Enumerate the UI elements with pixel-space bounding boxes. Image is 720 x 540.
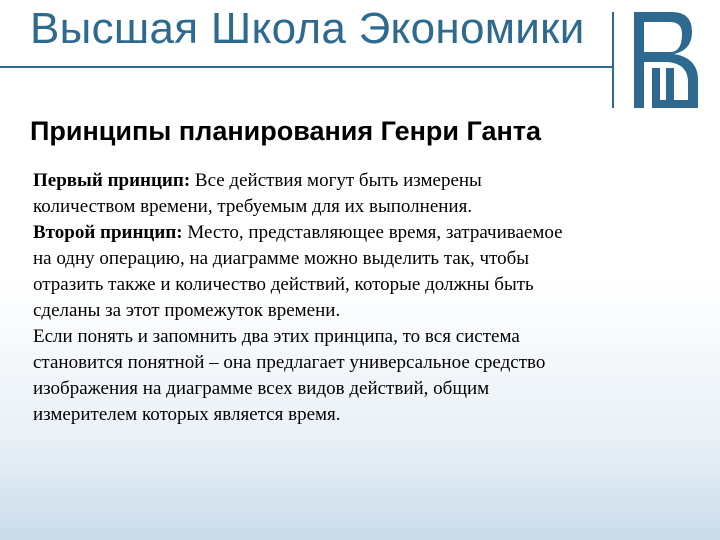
hse-logo-icon xyxy=(628,8,708,112)
second-principle xyxy=(33,220,573,324)
slide-title: Высшая Школа Экономики xyxy=(30,4,585,53)
second-principle-label: Второй принцип: xyxy=(33,222,183,243)
first-principle-text: Все действия могут быть измерены количеством времени, требуемым для их выполнения. xyxy=(33,170,482,217)
slide-heading: Принципы планирования Генри Ганта xyxy=(30,116,542,146)
logo-divider xyxy=(612,12,614,108)
first-principle-label: Первый принцип: xyxy=(33,170,191,191)
conclusion-text: Если понять и запомнить два этих принципа, то вся система становится понятной – она предлагает универсальное средство изображения на диаграмме всех видов действий, общим измерителем которых является время. xyxy=(33,326,546,425)
first-principle xyxy=(33,168,573,220)
principles-text xyxy=(33,168,573,428)
title-divider xyxy=(0,66,614,68)
second-principle-text: Место, представляющее время, затрачиваемое на одну операцию, на диаграмме можно выделить так, чтобы отразить также и количество действий, которые должны быть сделаны за этот промежуток времени. xyxy=(33,222,563,321)
